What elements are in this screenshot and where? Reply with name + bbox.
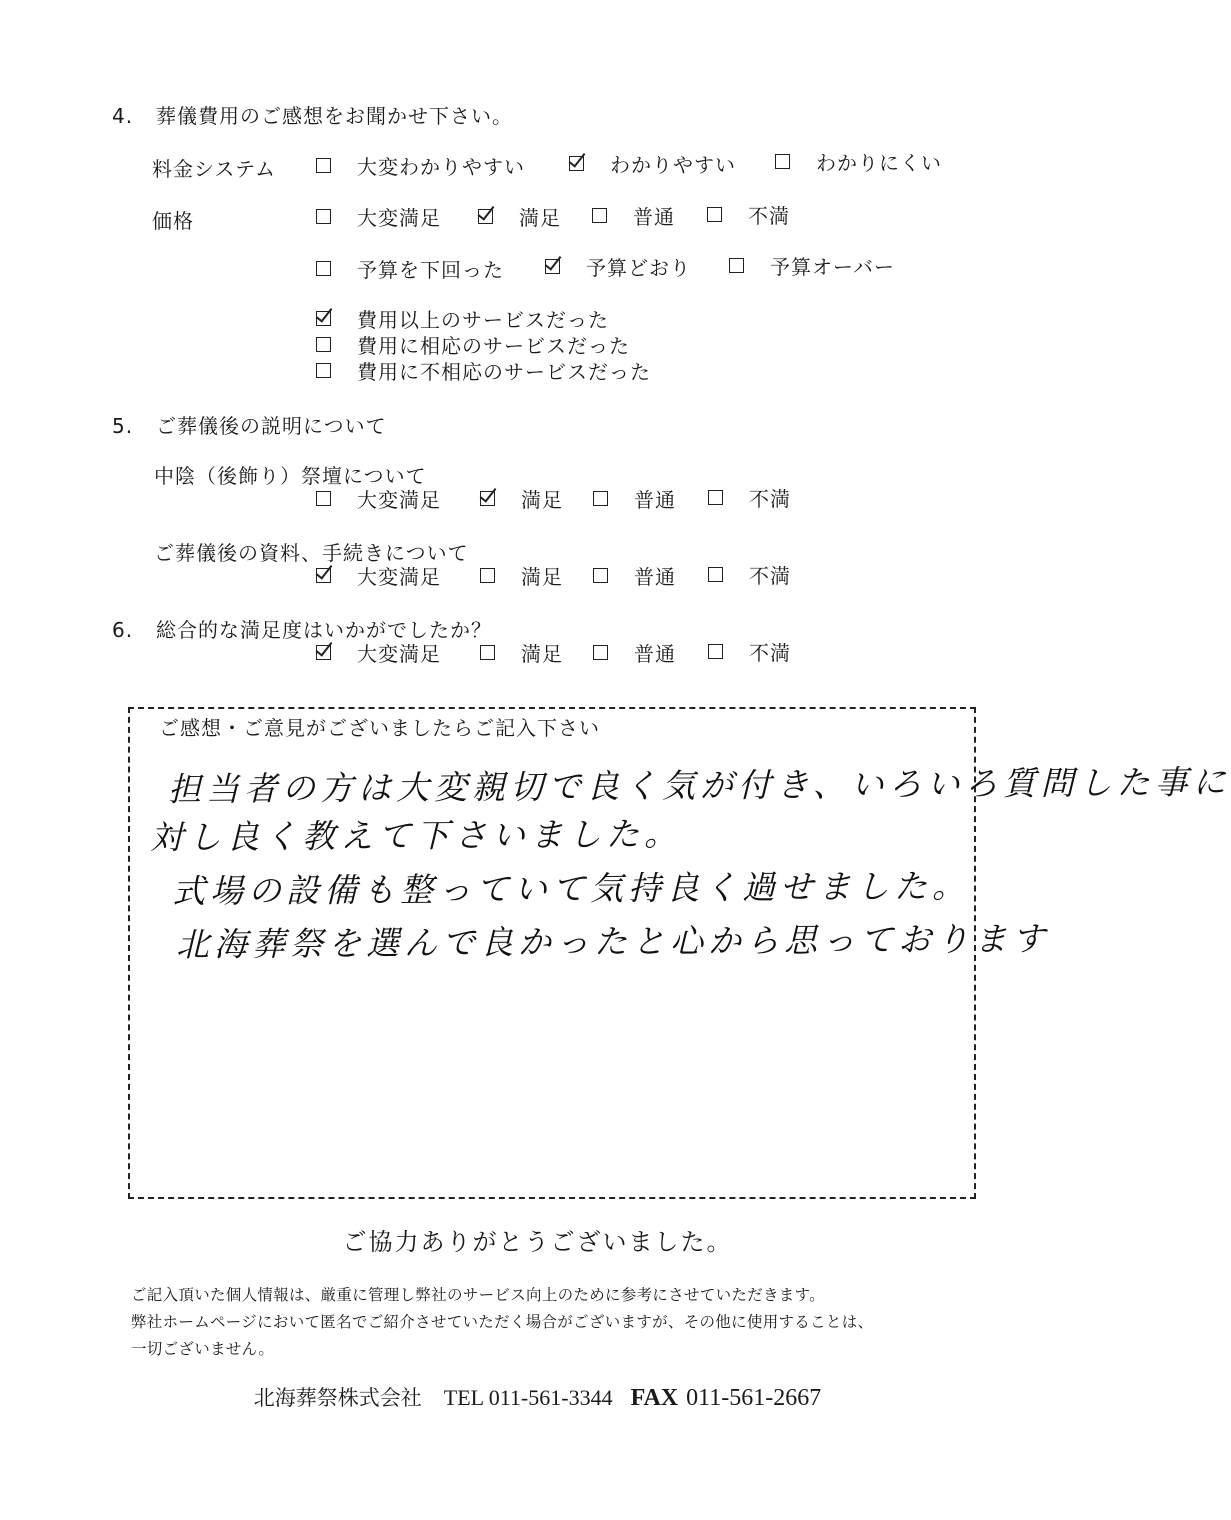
checkbox[interactable]: [593, 645, 608, 660]
company-footer: [0, 1382, 1075, 1412]
checkbox-checked[interactable]: [480, 491, 495, 506]
documents-option[interactable]: [708, 560, 791, 589]
checkbox[interactable]: [316, 209, 331, 224]
service-option[interactable]: [316, 330, 630, 359]
privacy-notice-line: 一切ございません。: [131, 1340, 275, 1358]
handwritten-line: 北海葬祭を選んで良かったと心から思っております: [175, 918, 1051, 965]
checkbox-checked[interactable]: [316, 568, 331, 583]
checkbox[interactable]: [316, 491, 331, 506]
option-label: 不満: [749, 487, 791, 511]
question-text: ご葬儀後の説明について: [156, 414, 387, 438]
telephone-number: TEL 011-561-3344: [443, 1385, 613, 1410]
option-label: 予算オーバー: [770, 255, 895, 279]
privacy-notice-line: 弊社ホームページにおいて匿名でご紹介させていただく場合がございますが、その他に使用することは、: [131, 1313, 874, 1331]
option-label: 大変満足: [357, 642, 441, 666]
option-label: 普通: [633, 205, 675, 229]
thanks-message: ご協力ありがとうございました。: [342, 1228, 733, 1256]
altar-option[interactable]: [480, 484, 563, 513]
documents-option[interactable]: [316, 561, 441, 590]
budget-option[interactable]: [316, 254, 504, 283]
option-label: 満足: [519, 206, 561, 230]
option-label: わかりにくい: [816, 151, 942, 175]
option-label: 費用に不相応のサービスだった: [357, 360, 651, 384]
option-label: 大変満足: [357, 488, 441, 512]
option-label: 不満: [749, 641, 791, 665]
checkbox[interactable]: [480, 645, 495, 660]
option-label: 普通: [634, 642, 676, 666]
overall-option[interactable]: [316, 638, 441, 667]
altar-option[interactable]: [316, 484, 441, 513]
checkbox[interactable]: [708, 567, 723, 582]
budget-option[interactable]: [729, 251, 895, 280]
question-number: 6.: [112, 618, 134, 642]
option-label: 大変満足: [357, 565, 441, 589]
question-number: 4.: [112, 104, 134, 128]
checkbox[interactable]: [593, 568, 608, 583]
price-label: 価格: [152, 209, 194, 233]
option-label: 予算を下回った: [357, 258, 504, 282]
checkbox[interactable]: [592, 208, 607, 223]
checkbox[interactable]: [707, 207, 722, 222]
service-option[interactable]: [316, 356, 651, 385]
checkbox-checked[interactable]: [316, 311, 331, 326]
service-option[interactable]: [316, 304, 609, 333]
fee-system-label: 料金システム: [152, 157, 276, 181]
altar-option[interactable]: [593, 484, 676, 513]
handwritten-line: 式場の設備も整っていて気持良く過せました。: [171, 866, 971, 911]
question-5-title: [112, 410, 387, 439]
documents-option[interactable]: [480, 561, 563, 590]
option-label: 普通: [634, 488, 676, 512]
option-label: 費用以上のサービスだった: [357, 308, 609, 332]
fee-option[interactable]: [775, 147, 942, 176]
budget-option[interactable]: [545, 252, 691, 281]
option-label: 予算どおり: [586, 256, 691, 280]
checkbox[interactable]: [316, 261, 331, 276]
question-4-title: [112, 100, 513, 129]
checkbox[interactable]: [316, 363, 331, 378]
overall-option[interactable]: [593, 638, 676, 667]
checkbox[interactable]: [316, 158, 331, 173]
option-label: 満足: [521, 642, 563, 666]
option-label: 満足: [521, 565, 563, 589]
checkbox[interactable]: [708, 490, 723, 505]
checkbox-checked[interactable]: [316, 645, 331, 660]
altar-label: 中陰（後飾り）祭壇について: [154, 464, 427, 488]
option-label: 費用に相応のサービスだった: [357, 334, 630, 358]
question-number: 5.: [112, 414, 134, 438]
price-option[interactable]: [592, 201, 675, 230]
price-option[interactable]: [707, 200, 790, 229]
fee-option[interactable]: [569, 149, 736, 178]
option-label: わかりやすい: [610, 153, 736, 177]
overall-option[interactable]: [480, 638, 563, 667]
documents-option[interactable]: [593, 561, 676, 590]
option-label: 満足: [521, 488, 563, 512]
company-name: 北海葬祭株式会社: [253, 1386, 422, 1410]
checkbox-checked[interactable]: [545, 259, 560, 274]
checkbox-checked[interactable]: [569, 156, 584, 171]
checkbox-checked[interactable]: [478, 209, 493, 224]
checkbox[interactable]: [480, 568, 495, 583]
overall-option[interactable]: [708, 637, 791, 666]
fax-number: 011-561-2667: [686, 1385, 822, 1411]
price-option[interactable]: [478, 202, 561, 231]
option-label: 不満: [749, 564, 791, 588]
handwritten-line: 対し良く教えて下さいました。: [149, 814, 683, 857]
documents-label: ご葬儀後の資料、手続きについて: [154, 541, 469, 565]
handwritten-line: 担当者の方は大変親切で良く気が付き、いろいろ質問した事に: [167, 762, 1231, 809]
fax-label: FAX: [630, 1385, 679, 1411]
checkbox[interactable]: [593, 491, 608, 506]
checkbox[interactable]: [708, 644, 723, 659]
altar-option[interactable]: [708, 483, 791, 512]
comment-box-title: ご感想・ご意見がございましたらご記入下さい: [155, 712, 604, 741]
question-text: 総合的な満足度はいかがでしたか？: [156, 618, 492, 642]
fee-option[interactable]: [316, 151, 525, 180]
checkbox[interactable]: [775, 154, 790, 169]
option-label: 不満: [748, 204, 790, 228]
checkbox[interactable]: [729, 258, 744, 273]
privacy-notice-line: ご記入頂いた個人情報は、厳重に管理し弊社のサービス向上のために参考にさせていただきます。: [131, 1286, 825, 1304]
option-label: 普通: [634, 565, 676, 589]
option-label: 大変わかりやすい: [357, 155, 525, 179]
question-text: 葬儀費用のご感想をお聞かせ下さい。: [156, 104, 513, 128]
price-option[interactable]: [316, 202, 441, 231]
checkbox[interactable]: [316, 337, 331, 352]
option-label: 大変満足: [357, 206, 441, 230]
